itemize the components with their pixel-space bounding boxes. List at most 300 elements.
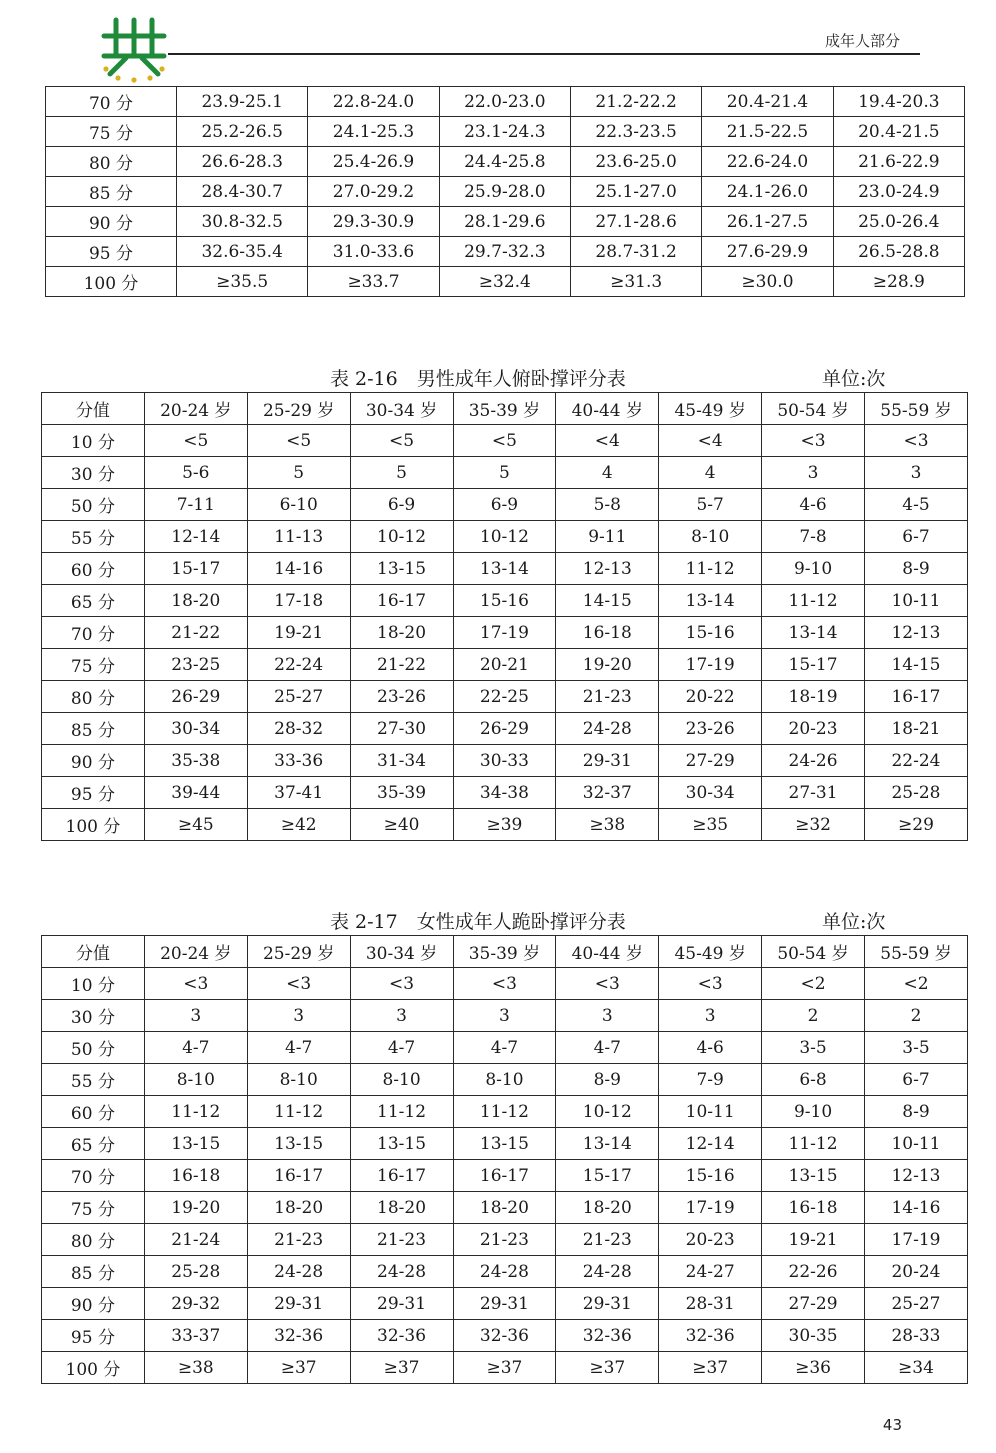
table-cell: 29.7-32.3 — [439, 237, 570, 267]
table-cell: 30-35 — [762, 1320, 865, 1352]
table-cell: 22-26 — [762, 1256, 865, 1288]
table-header-cell: 45-49 岁 — [659, 936, 762, 968]
table-header-cell: 40-44 岁 — [556, 936, 659, 968]
table-cell: 5 — [247, 457, 350, 489]
table-cell: 17-18 — [247, 585, 350, 617]
table-cell: 21-22 — [144, 617, 247, 649]
table-cell: 32-36 — [659, 1320, 762, 1352]
table-cell: 16-17 — [247, 1160, 350, 1192]
score-cell: 95 分 — [42, 777, 145, 809]
table-cell: 14-16 — [247, 553, 350, 585]
table-cell: 10-11 — [865, 1128, 968, 1160]
table-cell: <5 — [247, 425, 350, 457]
table-cell: 21-23 — [556, 681, 659, 713]
table-cell: 8-10 — [350, 1064, 453, 1096]
table-cell: 22.6-24.0 — [702, 147, 833, 177]
table-row — [42, 489, 968, 521]
table-cell: 33-37 — [144, 1320, 247, 1352]
table-row — [42, 681, 968, 713]
table-cell: 32-36 — [556, 1320, 659, 1352]
table-cell: 5-6 — [144, 457, 247, 489]
table-cell: 13-15 — [453, 1128, 556, 1160]
table-cell: 14-15 — [556, 585, 659, 617]
table-cell: 8-10 — [659, 521, 762, 553]
table-cell: ≥29 — [865, 809, 968, 841]
table-cell: ≥34 — [865, 1352, 968, 1384]
table-cell: 9-10 — [762, 553, 865, 585]
table-cell: 20-23 — [659, 1224, 762, 1256]
table-cell: 25.2-26.5 — [177, 117, 308, 147]
score-cell: 100 分 — [46, 267, 177, 297]
table-cell: ≥37 — [556, 1352, 659, 1384]
table-cell: 18-20 — [350, 617, 453, 649]
table-cell: 31-34 — [350, 745, 453, 777]
header-rule — [168, 53, 920, 55]
table-cell: 32-36 — [453, 1320, 556, 1352]
table-row — [46, 117, 965, 147]
table-cell: 3 — [556, 1000, 659, 1032]
table-cell: 19-21 — [247, 617, 350, 649]
table-cell: 24.4-25.8 — [439, 147, 570, 177]
table-cell: 17-19 — [865, 1224, 968, 1256]
table-cell: <5 — [350, 425, 453, 457]
table-header-cell: 25-29 岁 — [247, 393, 350, 425]
table-cell: 22.0-23.0 — [439, 87, 570, 117]
table-row — [42, 649, 968, 681]
table-cell: 10-12 — [556, 1096, 659, 1128]
header-section-title: 成年人部分 — [824, 32, 900, 50]
table-row — [42, 1352, 968, 1384]
table-header-cell: 分值 — [42, 936, 145, 968]
table-cell: 39-44 — [144, 777, 247, 809]
table-cell: 29-31 — [556, 745, 659, 777]
score-cell: 50 分 — [42, 489, 145, 521]
table-cell: ≥42 — [247, 809, 350, 841]
table-cell: 26-29 — [453, 713, 556, 745]
table-cell: 11-12 — [247, 1096, 350, 1128]
table-cell: 20-23 — [762, 713, 865, 745]
table-2-17-title: 表 2-17 女性成年人跪卧撑评分表 — [330, 911, 626, 933]
score-cell: 85 分 — [42, 1256, 145, 1288]
table-cell: ≥36 — [762, 1352, 865, 1384]
table-cell: 27-29 — [659, 745, 762, 777]
table-cell: 4-6 — [762, 489, 865, 521]
table-cell: 21-22 — [350, 649, 453, 681]
table-2-16-title: 表 2-16 男性成年人俯卧撑评分表 — [330, 368, 626, 390]
table-cell: 30.8-32.5 — [177, 207, 308, 237]
score-cell: 80 分 — [42, 1224, 145, 1256]
table-cell: 15-16 — [453, 585, 556, 617]
table-row — [46, 237, 965, 267]
table-cell: 16-18 — [556, 617, 659, 649]
table-cell: 24-28 — [247, 1256, 350, 1288]
table-cell: 13-15 — [247, 1128, 350, 1160]
table-cell: 32-37 — [556, 777, 659, 809]
table-cell: 24.1-25.3 — [308, 117, 439, 147]
table-cell: ≥39 — [453, 809, 556, 841]
score-cell: 100 分 — [42, 809, 145, 841]
table-cell: 23.1-24.3 — [439, 117, 570, 147]
table-row — [42, 809, 968, 841]
table-2-17-unit: 单位:次 — [822, 911, 886, 933]
table-cell: 15-17 — [144, 553, 247, 585]
table-row — [46, 87, 965, 117]
table-cell: 12-14 — [659, 1128, 762, 1160]
table-cell: 26.5-28.8 — [833, 237, 964, 267]
table-cell: 23-25 — [144, 649, 247, 681]
table-cell: <5 — [453, 425, 556, 457]
table-cell: 4-7 — [556, 1032, 659, 1064]
table-row — [42, 1064, 968, 1096]
table-cell: 25-27 — [865, 1288, 968, 1320]
table-row — [42, 1096, 968, 1128]
table-cell: ≥35.5 — [177, 267, 308, 297]
table-cell: 15-16 — [659, 617, 762, 649]
table-cell: 16-17 — [453, 1160, 556, 1192]
table-cell: 32-36 — [247, 1320, 350, 1352]
score-cell: 70 分 — [46, 87, 177, 117]
table-cell: 3 — [350, 1000, 453, 1032]
table-cell: 8-9 — [865, 553, 968, 585]
table-cell: 9-10 — [762, 1096, 865, 1128]
table-cell: 16-18 — [144, 1160, 247, 1192]
table-row — [42, 1224, 968, 1256]
table-cell: 6-9 — [453, 489, 556, 521]
table-cell: 3 — [865, 457, 968, 489]
table-cell: ≥28.9 — [833, 267, 964, 297]
table-cell: 15-17 — [762, 649, 865, 681]
table-cell: 16-17 — [865, 681, 968, 713]
table-cell: 19.4-20.3 — [833, 87, 964, 117]
table-cell: 19-20 — [556, 649, 659, 681]
table-cell: 27.0-29.2 — [308, 177, 439, 207]
table-header-cell: 45-49 岁 — [659, 393, 762, 425]
table-header-cell: 30-34 岁 — [350, 393, 453, 425]
table-cell: 20.4-21.5 — [833, 117, 964, 147]
table-cell: 33-36 — [247, 745, 350, 777]
table-row — [42, 1160, 968, 1192]
table-cell: 18-21 — [865, 713, 968, 745]
table-cell: 25.1-27.0 — [570, 177, 701, 207]
table-cell: 27-29 — [762, 1288, 865, 1320]
table-row — [46, 177, 965, 207]
table-row — [42, 745, 968, 777]
table-cell: 28-31 — [659, 1288, 762, 1320]
table-cell: 28-32 — [247, 713, 350, 745]
table-cell: 27.6-29.9 — [702, 237, 833, 267]
table-header-cell: 20-24 岁 — [144, 393, 247, 425]
table-cell: <2 — [762, 968, 865, 1000]
table-cell: ≥35 — [659, 809, 762, 841]
table-cell: <4 — [659, 425, 762, 457]
score-cell: 75 分 — [46, 117, 177, 147]
table-cell: 15-17 — [556, 1160, 659, 1192]
table-cell: 15-16 — [659, 1160, 762, 1192]
table-cell: 17-19 — [659, 649, 762, 681]
table-cell: 2 — [865, 1000, 968, 1032]
table-row — [46, 207, 965, 237]
table-cell: 4-7 — [453, 1032, 556, 1064]
table-cell: 11-12 — [762, 1128, 865, 1160]
table-header-cell: 55-59 岁 — [865, 936, 968, 968]
table-cell: 22-24 — [247, 649, 350, 681]
table-row — [42, 1128, 968, 1160]
table-cell: 26-29 — [144, 681, 247, 713]
table-cell: 10-11 — [659, 1096, 762, 1128]
table-cell: 3 — [659, 1000, 762, 1032]
table-cell: 29-31 — [247, 1288, 350, 1320]
table-cell: ≥30.0 — [702, 267, 833, 297]
table-cell: 29-31 — [350, 1288, 453, 1320]
table-cell: 24.1-26.0 — [702, 177, 833, 207]
table-cell: 5 — [350, 457, 453, 489]
table-cell: 4 — [659, 457, 762, 489]
table-cell: 3 — [144, 1000, 247, 1032]
table-row — [42, 521, 968, 553]
table-cell: 21-23 — [453, 1224, 556, 1256]
table-cell: 5-7 — [659, 489, 762, 521]
score-cell: 90 分 — [46, 207, 177, 237]
table-cell: 25.4-26.9 — [308, 147, 439, 177]
table-row — [42, 1032, 968, 1064]
table-header-cell: 50-54 岁 — [762, 936, 865, 968]
table-cell: ≥32 — [762, 809, 865, 841]
table-cell: 26.1-27.5 — [702, 207, 833, 237]
score-cell: 10 分 — [42, 425, 145, 457]
table-cell: 5-8 — [556, 489, 659, 521]
table-cell: 19-21 — [762, 1224, 865, 1256]
score-cell: 75 分 — [42, 1192, 145, 1224]
table-cell: 24-28 — [556, 1256, 659, 1288]
table-cell: 25-28 — [144, 1256, 247, 1288]
table-cell: 4-6 — [659, 1032, 762, 1064]
table-cell: 22.8-24.0 — [308, 87, 439, 117]
table-cell: <3 — [247, 968, 350, 1000]
table-cell: 11-12 — [350, 1096, 453, 1128]
table-cell: 24-28 — [453, 1256, 556, 1288]
table-cell: <4 — [556, 425, 659, 457]
table-cell: 21.6-22.9 — [833, 147, 964, 177]
table-cell: 18-20 — [453, 1192, 556, 1224]
table-cell: 13-15 — [350, 553, 453, 585]
table-cell: 12-13 — [865, 1160, 968, 1192]
table-row — [42, 617, 968, 649]
table-cell: 5 — [453, 457, 556, 489]
table-cell: 35-38 — [144, 745, 247, 777]
table-cell: 29-31 — [556, 1288, 659, 1320]
table-cell: 8-9 — [556, 1064, 659, 1096]
table-cell: <3 — [453, 968, 556, 1000]
table-cell: 13-14 — [556, 1128, 659, 1160]
score-cell: 85 分 — [42, 713, 145, 745]
table-row — [46, 147, 965, 177]
table-cell: 28-33 — [865, 1320, 968, 1352]
table-cell: 17-19 — [453, 617, 556, 649]
table-cell: 6-10 — [247, 489, 350, 521]
score-cell: 95 分 — [42, 1320, 145, 1352]
table-header-cell: 30-34 岁 — [350, 936, 453, 968]
table-cell: 10-12 — [453, 521, 556, 553]
table-cell: 13-14 — [762, 617, 865, 649]
table-cell: 27-30 — [350, 713, 453, 745]
table-cell: 17-19 — [659, 1192, 762, 1224]
table-row — [46, 267, 965, 297]
table-cell: 20-21 — [453, 649, 556, 681]
table-cell: 3 — [453, 1000, 556, 1032]
table-cell: 7-11 — [144, 489, 247, 521]
table-cell: 22.3-23.5 — [570, 117, 701, 147]
table-cell: 20-24 — [865, 1256, 968, 1288]
table-cell: 2 — [762, 1000, 865, 1032]
table-cell: 20-22 — [659, 681, 762, 713]
table-cell: 16-17 — [350, 585, 453, 617]
table-cell: 22-25 — [453, 681, 556, 713]
table-cell: 21-24 — [144, 1224, 247, 1256]
table-cell: 4-7 — [144, 1032, 247, 1064]
score-cell: 90 分 — [42, 745, 145, 777]
score-cell: 30 分 — [42, 1000, 145, 1032]
table-cell: 23.9-25.1 — [177, 87, 308, 117]
table-cell: ≥33.7 — [308, 267, 439, 297]
table-row — [42, 1320, 968, 1352]
score-cell: 80 分 — [42, 681, 145, 713]
table-cell: 21-23 — [247, 1224, 350, 1256]
table-cell: <3 — [762, 425, 865, 457]
table-cell: ≥37 — [453, 1352, 556, 1384]
table-cell: 18-20 — [556, 1192, 659, 1224]
table-cell: 25-28 — [865, 777, 968, 809]
table-cell: 26.6-28.3 — [177, 147, 308, 177]
table-cell: 8-10 — [144, 1064, 247, 1096]
table-row — [42, 713, 968, 745]
score-cell: 60 分 — [42, 1096, 145, 1128]
table-cell: 30-33 — [453, 745, 556, 777]
table-cell: 16-17 — [350, 1160, 453, 1192]
score-cell: 95 分 — [46, 237, 177, 267]
table-cell: 29.3-30.9 — [308, 207, 439, 237]
score-cell: 70 分 — [42, 1160, 145, 1192]
table-cell: 18-20 — [144, 585, 247, 617]
table-cell: <2 — [865, 968, 968, 1000]
table-cell: 13-15 — [350, 1128, 453, 1160]
table-cell: 23.0-24.9 — [833, 177, 964, 207]
score-cell: 85 分 — [46, 177, 177, 207]
table-cell: 32.6-35.4 — [177, 237, 308, 267]
table-cell: <3 — [144, 968, 247, 1000]
table-cell: 11-12 — [659, 553, 762, 585]
table-cell: 25.0-26.4 — [833, 207, 964, 237]
table-row — [42, 1000, 968, 1032]
table-cell: 11-13 — [247, 521, 350, 553]
table-cell: 14-15 — [865, 649, 968, 681]
table-cell: 18-20 — [350, 1192, 453, 1224]
table-header-cell: 25-29 岁 — [247, 936, 350, 968]
table-cell: ≥31.3 — [570, 267, 701, 297]
table-cell: 21.5-22.5 — [702, 117, 833, 147]
table-cell: 14-16 — [865, 1192, 968, 1224]
score-cell: 80 分 — [46, 147, 177, 177]
table-header-row — [42, 393, 968, 425]
table-cell: 13-15 — [144, 1128, 247, 1160]
table-header-cell: 55-59 岁 — [865, 393, 968, 425]
table-header-cell: 分值 — [42, 393, 145, 425]
table-cell: 37-41 — [247, 777, 350, 809]
table-cell: 29-32 — [144, 1288, 247, 1320]
table-cell: 23-26 — [659, 713, 762, 745]
table-cell: ≥45 — [144, 809, 247, 841]
score-cell: 10 分 — [42, 968, 145, 1000]
table-cell: 35-39 — [350, 777, 453, 809]
table-row — [42, 457, 968, 489]
table-row — [42, 585, 968, 617]
table-cell: ≥37 — [247, 1352, 350, 1384]
table-cell: 11-12 — [762, 585, 865, 617]
table-cell: 24-27 — [659, 1256, 762, 1288]
score-cell: 100 分 — [42, 1352, 145, 1384]
score-cell: 65 分 — [42, 1128, 145, 1160]
table-cell: 4-7 — [247, 1032, 350, 1064]
table-cell: 16-18 — [762, 1192, 865, 1224]
table-cell: 22-24 — [865, 745, 968, 777]
table-cell: 4-5 — [865, 489, 968, 521]
score-cell: 50 分 — [42, 1032, 145, 1064]
table-cell: 21-23 — [556, 1224, 659, 1256]
table-row — [42, 777, 968, 809]
table-header-cell: 20-24 岁 — [144, 936, 247, 968]
table-cell: 18-19 — [762, 681, 865, 713]
table-cell: 8-9 — [865, 1096, 968, 1128]
table-cell: 9-11 — [556, 521, 659, 553]
table-2-16-unit: 单位:次 — [822, 368, 886, 390]
table-cell: 23-26 — [350, 681, 453, 713]
table-cell: 13-14 — [659, 585, 762, 617]
table-cell: 21.2-22.2 — [570, 87, 701, 117]
table-cell: 23.6-25.0 — [570, 147, 701, 177]
table-cell: 24-26 — [762, 745, 865, 777]
score-cell: 55 分 — [42, 1064, 145, 1096]
table-row — [42, 968, 968, 1000]
table-cell: 20.4-21.4 — [702, 87, 833, 117]
table-cell: 11-12 — [453, 1096, 556, 1128]
table-cell: 8-10 — [247, 1064, 350, 1096]
table-cell: 29-31 — [453, 1288, 556, 1320]
table-cell: ≥32.4 — [439, 267, 570, 297]
table-cell: 24-28 — [350, 1256, 453, 1288]
table-cell: 28.7-31.2 — [570, 237, 701, 267]
table-cell: 32-36 — [350, 1320, 453, 1352]
table-cell: 10-12 — [350, 521, 453, 553]
table-cell: 6-7 — [865, 1064, 968, 1096]
page-number: 43 — [882, 1416, 902, 1434]
table-cell: <3 — [659, 968, 762, 1000]
table-cell: 13-15 — [762, 1160, 865, 1192]
table-cell: 6-8 — [762, 1064, 865, 1096]
table-cell: 30-34 — [144, 713, 247, 745]
table-cell: 3 — [762, 457, 865, 489]
table-cell: <3 — [556, 968, 659, 1000]
table-cell: 28.1-29.6 — [439, 207, 570, 237]
table-header-row — [42, 936, 968, 968]
table-cell: 3-5 — [762, 1032, 865, 1064]
table-header-cell: 35-39 岁 — [453, 393, 556, 425]
table-cell: 12-13 — [865, 617, 968, 649]
score-cell: 60 分 — [42, 553, 145, 585]
table-cell: 34-38 — [453, 777, 556, 809]
score-cell: 70 分 — [42, 617, 145, 649]
score-cell: 55 分 — [42, 521, 145, 553]
table-cell: ≥38 — [144, 1352, 247, 1384]
table-row — [42, 553, 968, 585]
